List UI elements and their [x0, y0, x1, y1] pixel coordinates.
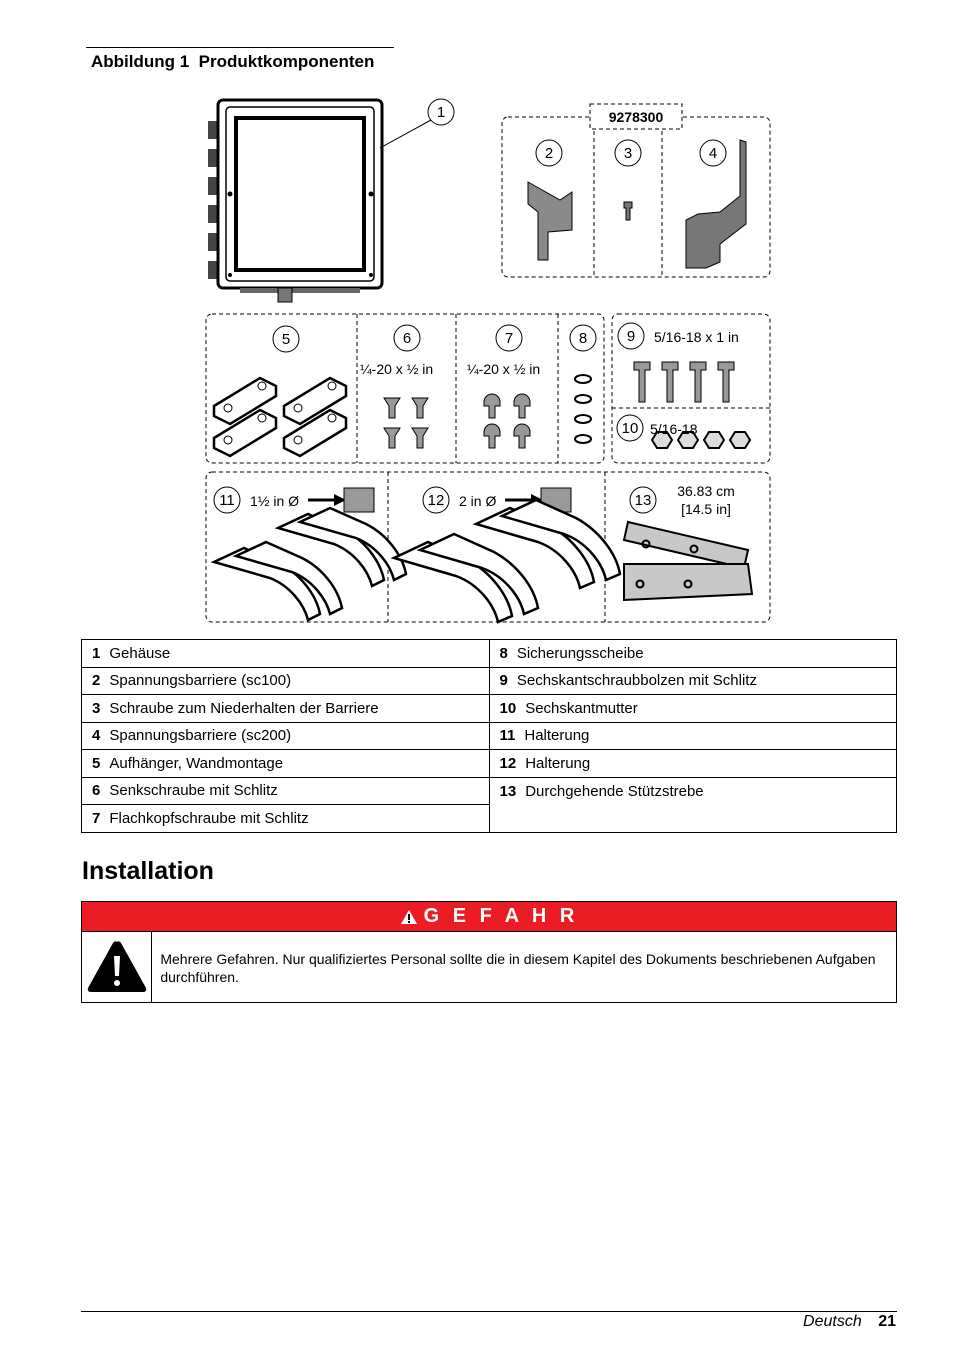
table-row	[82, 667, 897, 695]
callout-9: 9	[626, 328, 636, 345]
label-bolt-9: 5/16-18 x 1 in	[654, 329, 739, 345]
table-row	[82, 695, 897, 723]
callout-13: 13	[634, 492, 652, 509]
callout-5: 5	[281, 331, 291, 348]
callout-12: 12	[427, 492, 445, 509]
page-footer	[803, 1313, 896, 1331]
label-screw-6: ¼-20 x ½ in	[360, 361, 434, 377]
component-cell: 4 Spannungsbarriere (sc200)	[82, 722, 490, 750]
hazard-notice	[81, 901, 897, 1003]
hazard-text: Mehrere Gefahren. Nur qualifiziertes Personal sollte die in diesem Kapitel des Dokuments beschriebenen Aufgaben durchführen.	[160, 951, 876, 985]
table-row	[82, 777, 897, 805]
label-screw-7: ¼-20 x ½ in	[467, 361, 541, 377]
figure-caption-rule	[86, 47, 394, 48]
label-pipe-11: 1½ in Ø	[250, 493, 300, 509]
hazard-icon-cell	[82, 932, 152, 1002]
table-row	[82, 722, 897, 750]
component-cell: 12 Halterung	[489, 750, 897, 778]
callout-4: 4	[708, 145, 718, 162]
component-cell: 3 Schraube zum Niederhalten der Barriere	[82, 695, 490, 723]
product-components-figure	[200, 92, 776, 626]
callout-6: 6	[402, 330, 412, 347]
callout-7: 7	[504, 330, 514, 347]
component-cell: 13 Durchgehende Stützstrebe	[489, 777, 897, 832]
label-nut-10: 5/16-18	[650, 421, 698, 437]
footer-language: Deutsch	[803, 1313, 862, 1330]
footer-rule	[81, 1311, 897, 1312]
callout-2: 2	[544, 145, 554, 162]
component-cell: 7 Flachkopfschraube mit Schlitz	[82, 805, 490, 833]
warning-triangle-icon	[400, 909, 418, 925]
component-cell: 2 Spannungsbarriere (sc100)	[82, 667, 490, 695]
component-cell: 10 Sechskantmutter	[489, 695, 897, 723]
callout-1: 1	[436, 104, 446, 121]
table-row	[82, 750, 897, 778]
barrier-kit-group	[502, 104, 770, 277]
callout-8: 8	[578, 330, 588, 347]
label-strut-length-cm: 36.83 cm	[677, 483, 735, 499]
label-pipe-12: 2 in Ø	[459, 493, 497, 509]
hazard-header	[82, 902, 896, 932]
page-number: 21	[878, 1313, 896, 1330]
component-cell: 11 Halterung	[489, 722, 897, 750]
figure-caption: Abbildung 1 Produktkomponenten	[91, 52, 375, 71]
component-cell: 8 Sicherungsscheibe	[489, 640, 897, 668]
section-title: Installation	[82, 857, 214, 885]
component-table	[81, 639, 897, 833]
component-cell: 6 Senkschraube mit Schlitz	[82, 777, 490, 805]
component-cell: 9 Sechskantschraubbolzen mit Schlitz	[489, 667, 897, 695]
enclosure-illustration	[208, 100, 431, 302]
table-row	[82, 640, 897, 668]
callout-11: 11	[219, 492, 235, 509]
label-strut-length-in: [14.5 in]	[681, 501, 731, 517]
callout-3: 3	[623, 145, 633, 162]
warning-exclamation-icon	[86, 940, 148, 994]
component-cell: 1 Gehäuse	[82, 640, 490, 668]
callout-10: 10	[621, 420, 639, 437]
hazard-signal-word: G E F A H R	[423, 905, 579, 927]
component-cell: 5 Aufhänger, Wandmontage	[82, 750, 490, 778]
kit-number: 9278300	[608, 109, 664, 125]
hazard-body	[82, 932, 896, 1002]
